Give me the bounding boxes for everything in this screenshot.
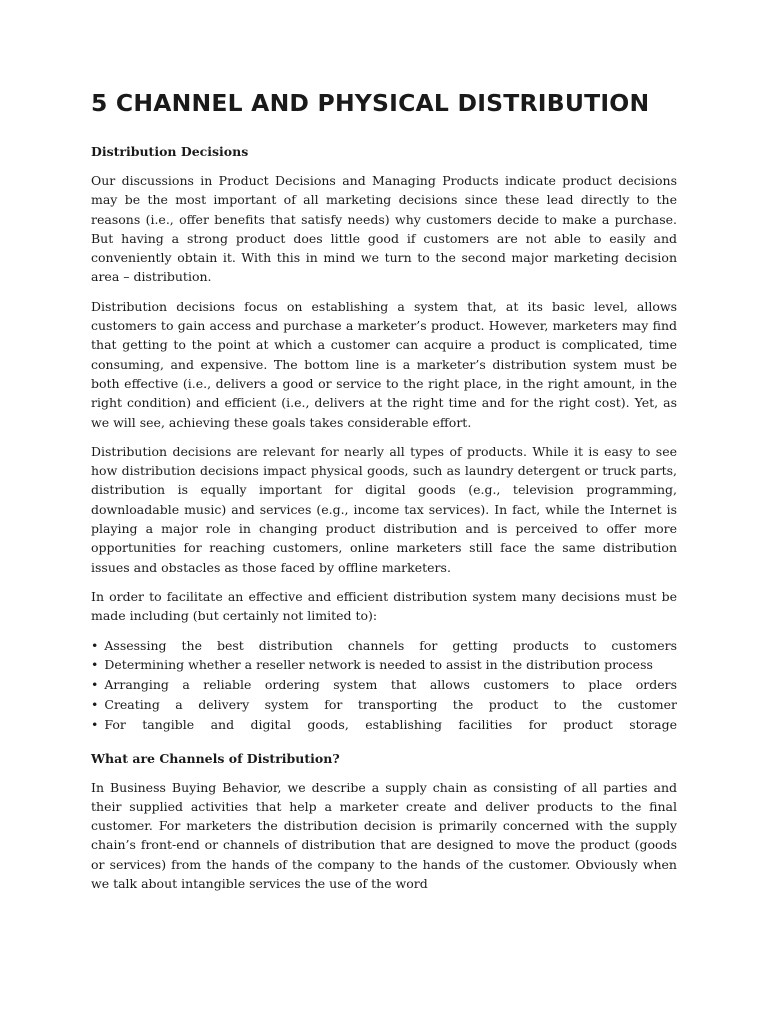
list-item-text: Arranging a reliable ordering system that allows customers to place orders xyxy=(104,677,677,693)
page-title: 5 CHANNEL AND PHYSICAL DISTRIBUTION xyxy=(91,89,650,117)
list-item xyxy=(91,655,677,675)
bullet-marker: • xyxy=(91,716,99,732)
list-item xyxy=(91,715,677,735)
section-heading-distribution-decisions: Distribution Decisions xyxy=(91,144,249,159)
list-item xyxy=(91,695,677,715)
bullet-marker: • xyxy=(91,677,99,693)
paragraph: Distribution decisions focus on establishing a system that, at its basic level, allows customers to gain access and purchase a marketer’s product. However, marketers may find that getting to the point at which a customer can acquire a product is complicated, time consuming, and expensive. The bottom line is a marketer’s distribution system must be both effective (i.e., delivers a good or service to the right place, in the right amount, in the right condition) and efficient (i.e., delivers at the right time and for the right cost). Yet, as we will see, achieving these goals takes considerable effort. xyxy=(91,298,677,430)
bullet-marker: • xyxy=(91,696,99,712)
paragraph: In Business Buying Behavior, we describe a supply chain as consisting of all parties and their supplied activities that help a marketer create and deliver products to the final customer. For marketers the distribution decision is primarily concerned with the supply chain’s front-end or channels of distribution that are designed to move the product (goods or services) from the hands of the company to the hands of the customer. Obviously when we talk about intangible services the use of the word xyxy=(91,779,677,891)
bullet-marker: • xyxy=(91,657,99,673)
bullet-marker: • xyxy=(91,637,99,653)
paragraph: In order to facilitate an effective and efficient distribution system many decisions must be made including (but certainly not limited to): xyxy=(91,588,677,624)
list-item-text: Creating a delivery system for transporting the product to the customer xyxy=(104,696,677,712)
section-heading-channels: What are Channels of Distribution? xyxy=(91,750,340,766)
paragraph: Distribution decisions are relevant for nearly all types of products. While it is easy to see how distribution decisions impact physical goods, such as laundry detergent or truck parts, distribution is equally important for digital goods (e.g., television programming, downloadable music) and services (e.g., income tax services). In fact, while the Internet is playing a major role in changing product distribution and is perceived to offer more opportunities for reaching customers, online marketers still face the same distribution issues and obstacles as those faced by offline marketers. xyxy=(91,443,677,575)
paragraph: Our discussions in Product Decisions and Managing Products indicate product decisions may be the most important of all marketing decisions since these lead directly to the reasons (i.e., offer benefits that satisfy needs) why customers decide to make a purchase. But having a strong product does little good if customers are not able to easily and conveniently obtain it. With this in mind we turn to the second major marketing decision area – distribution. xyxy=(91,173,677,285)
list-item-text: For tangible and digital goods, establishing facilities for product storage xyxy=(104,716,677,732)
list-item-text: Assessing the best distribution channels for getting products to customers xyxy=(104,637,677,653)
decision-bullet-list xyxy=(91,636,677,735)
list-item xyxy=(91,636,677,656)
list-item xyxy=(91,675,677,695)
list-item-text: Determining whether a reseller network is needed to assist in the distribution process xyxy=(104,657,653,673)
